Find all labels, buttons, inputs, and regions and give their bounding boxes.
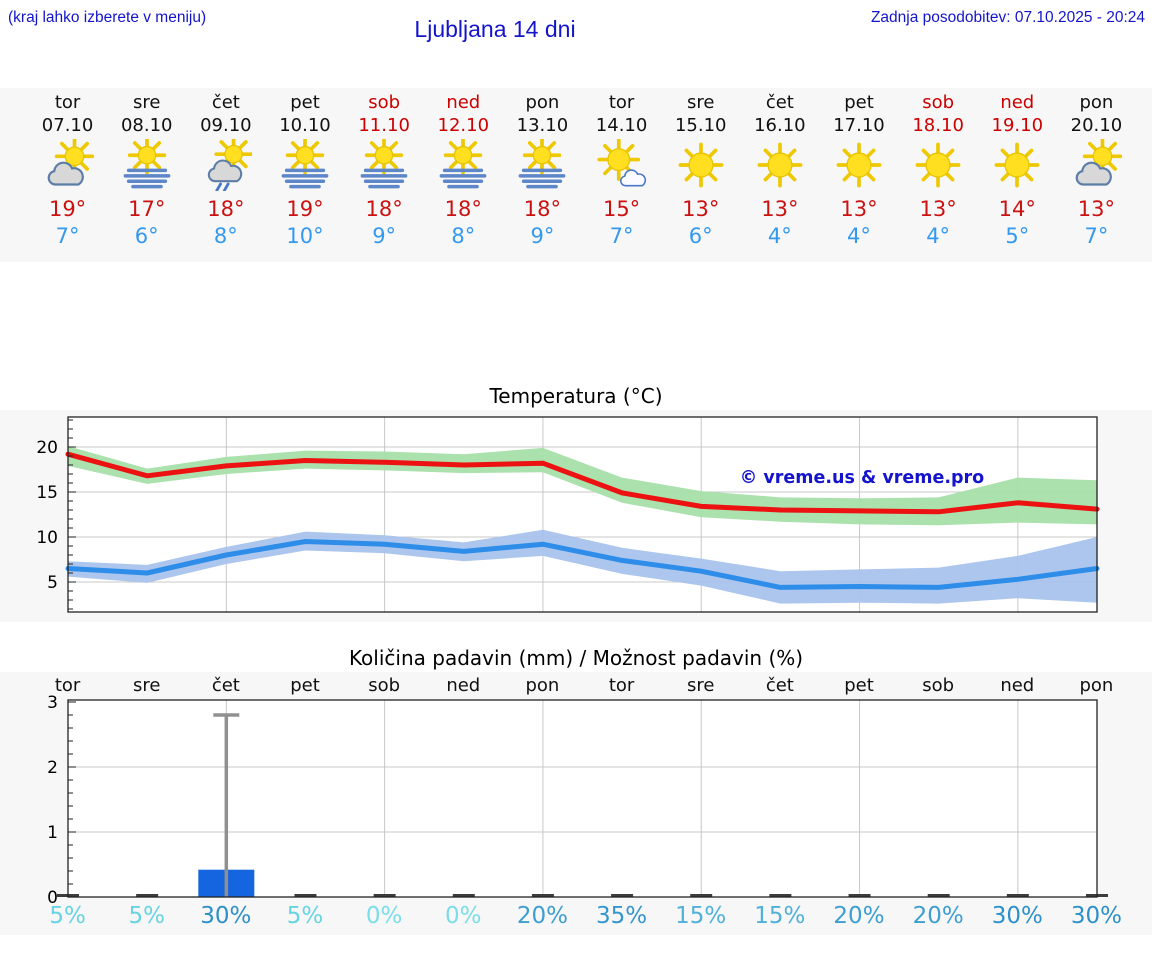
- low-temp: 7°: [1084, 224, 1109, 248]
- forecast-date: 12.10: [437, 115, 490, 136]
- precip-day-label: pet: [844, 675, 874, 696]
- low-temp: 7°: [55, 224, 80, 248]
- weather-icon-sun: [740, 137, 819, 193]
- forecast-day-column: [107, 91, 186, 250]
- weather-icon-sun-fog: [503, 137, 582, 193]
- low-temp: 8°: [213, 224, 238, 248]
- low-temp: 4°: [767, 224, 792, 248]
- weather-icon-sun: [899, 137, 978, 193]
- forecast-day-column: [899, 91, 978, 250]
- high-temp: 14°: [998, 197, 1036, 221]
- high-temp: 13°: [682, 197, 720, 221]
- low-temp: 4°: [926, 224, 951, 248]
- forecast-day-name: pon: [525, 92, 560, 113]
- forecast-day-column: [503, 91, 582, 250]
- high-temp: 13°: [761, 197, 799, 221]
- weather-icon-sun-cloud-rain: [186, 137, 265, 193]
- last-update-text: Zadnja posodobitev: 07.10.2025 - 20:24: [870, 9, 1145, 26]
- svg-text:3: 3: [47, 693, 58, 713]
- precip-probability: 15%: [675, 903, 727, 929]
- high-temp: 18°: [444, 197, 482, 221]
- high-temp: 19°: [286, 197, 324, 221]
- precip-day-label: čet: [765, 675, 794, 696]
- precipitation-chart-title: Količina padavin (mm) / Možnost padavin (%): [348, 646, 804, 670]
- high-temp: 17°: [128, 197, 166, 221]
- precip-day-label: tor: [608, 675, 635, 696]
- weather-icon-sun-cloud: [28, 137, 107, 193]
- forecast-day-name: pet: [844, 92, 874, 113]
- weather-icon-sun-cloud-small: [582, 137, 661, 193]
- svg-text:5: 5: [47, 573, 58, 593]
- low-temp: 8°: [451, 224, 476, 248]
- forecast-day-name: tor: [608, 92, 635, 113]
- precip-probability: 30%: [1070, 903, 1122, 929]
- forecast-date: 17.10: [833, 115, 885, 136]
- page-title: Ljubljana 14 dni: [414, 16, 576, 42]
- precip-probability: 5%: [49, 903, 86, 929]
- weather-icon-sun-cloud: [1057, 137, 1136, 193]
- precip-probability: 35%: [596, 903, 648, 929]
- forecast-day-name: sob: [922, 92, 955, 113]
- svg-text:2: 2: [47, 758, 58, 778]
- high-temp: 18°: [523, 197, 562, 221]
- precip-day-label: tor: [54, 675, 81, 696]
- weather-icon-sun-fog: [424, 137, 503, 193]
- high-temp: 15°: [602, 197, 641, 221]
- high-temp: 13°: [840, 197, 878, 221]
- precip-day-label: ned: [1000, 675, 1035, 696]
- precip-day-label: pet: [290, 675, 320, 696]
- precip-day-label: sre: [132, 675, 161, 696]
- forecast-day-name: pet: [290, 92, 320, 113]
- precip-probability: 30%: [991, 903, 1043, 929]
- forecast-day-column: [740, 91, 819, 250]
- high-temp: 19°: [48, 197, 87, 221]
- temperature-chart-title: Temperatura (°C): [489, 384, 663, 408]
- weather-icon-sun: [978, 137, 1057, 193]
- precip-probability: 20%: [912, 903, 964, 929]
- precip-day-label: ned: [446, 675, 481, 696]
- weather-icon-sun-fog: [345, 137, 424, 193]
- low-temp: 6°: [134, 224, 159, 248]
- high-temp: 18°: [207, 197, 245, 221]
- forecast-day-name: sre: [686, 92, 715, 113]
- low-temp: 4°: [847, 224, 871, 248]
- precip-probability: 30%: [200, 903, 252, 929]
- svg-text:20: 20: [36, 438, 58, 458]
- svg-text:0: 0: [47, 888, 58, 908]
- high-temp: 13°: [1077, 197, 1116, 221]
- forecast-date: 07.10: [41, 115, 94, 136]
- svg-text:1: 1: [47, 823, 58, 843]
- forecast-day-name: sre: [132, 92, 161, 113]
- low-temp: 9°: [530, 224, 555, 248]
- precip-day-label: sob: [922, 675, 955, 696]
- forecast-day-name: ned: [1000, 92, 1035, 113]
- forecast-day-column: [28, 91, 107, 250]
- low-temp: 10°: [286, 224, 324, 248]
- low-temp: 5°: [1005, 224, 1030, 248]
- high-temp: 13°: [919, 197, 957, 221]
- high-temp: 18°: [365, 197, 403, 221]
- precip-probability: 5%: [128, 903, 165, 929]
- svg-text:10: 10: [36, 528, 58, 548]
- forecast-date: 08.10: [120, 115, 173, 136]
- forecast-day-column: [582, 91, 661, 250]
- forecast-day-name: ned: [446, 92, 481, 113]
- forecast-day-name: tor: [54, 92, 81, 113]
- weather-icon-sun: [661, 137, 740, 193]
- weather-icon-sun-fog: [107, 137, 186, 193]
- precip-probability: 15%: [754, 903, 806, 929]
- forecast-day-column: [819, 91, 898, 250]
- forecast-day-column: [265, 91, 344, 250]
- precip-day-label: sre: [686, 675, 715, 696]
- forecast-day-name: sob: [368, 92, 401, 113]
- temperature-chart: [0, 410, 1152, 623]
- low-temp: 7°: [609, 224, 634, 248]
- forecast-date: 14.10: [595, 115, 648, 136]
- weather-icon-sun-fog: [265, 137, 344, 193]
- precip-probability: 0%: [365, 903, 403, 929]
- forecast-date: 11.10: [358, 115, 410, 136]
- menu-hint-link[interactable]: (kraj lahko izberete v meniju): [8, 9, 207, 26]
- forecast-day-name: pon: [1079, 92, 1114, 113]
- precipitation-probability-row: [28, 900, 1136, 932]
- forecast-date: 18.10: [912, 115, 964, 136]
- precip-probability: 0%: [445, 903, 482, 929]
- forecast-day-column: [978, 91, 1057, 250]
- forecast-day-name: čet: [765, 92, 794, 113]
- forecast-date: 09.10: [200, 115, 252, 136]
- svg-text:15: 15: [36, 483, 58, 503]
- low-temp: 6°: [688, 224, 713, 248]
- forecast-date: 10.10: [279, 115, 331, 136]
- forecast-day-column: [1057, 91, 1136, 250]
- forecast-date: 13.10: [516, 115, 569, 136]
- forecast-date: 19.10: [991, 115, 1044, 136]
- forecast-day-column: [186, 91, 265, 250]
- forecast-strip: [28, 91, 1136, 250]
- precip-probability: 5%: [286, 903, 324, 929]
- precip-day-label: pon: [525, 675, 560, 696]
- weather-icon-sun: [819, 137, 898, 193]
- precip-probability: 20%: [516, 903, 568, 929]
- precip-day-label: pon: [1079, 675, 1114, 696]
- forecast-day-column: [345, 91, 424, 250]
- low-temp: 9°: [372, 224, 397, 248]
- forecast-date: 20.10: [1070, 115, 1123, 136]
- watermark-link[interactable]: © vreme.us & vreme.pro: [739, 468, 985, 488]
- precip-probability: 20%: [833, 903, 885, 929]
- forecast-day-column: [424, 91, 503, 250]
- precipitation-chart: [0, 672, 1152, 935]
- forecast-day-name: čet: [211, 92, 240, 113]
- forecast-day-column: [661, 91, 740, 250]
- forecast-date: 16.10: [754, 115, 806, 136]
- forecast-date: 15.10: [674, 115, 727, 136]
- precip-day-label: sob: [368, 675, 401, 696]
- precip-day-label: čet: [211, 675, 240, 696]
